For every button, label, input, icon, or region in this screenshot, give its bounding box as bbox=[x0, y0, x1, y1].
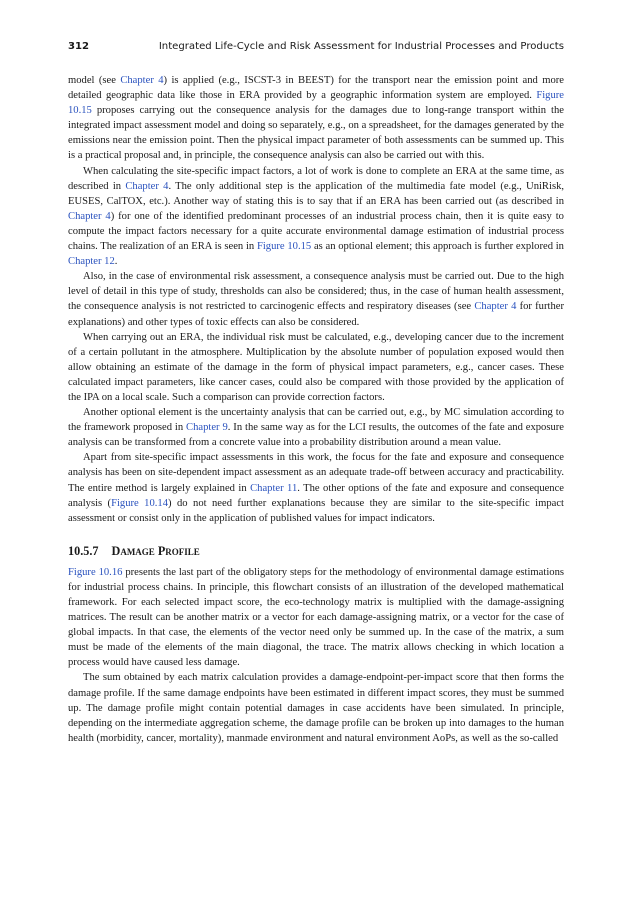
text-run: . In the same way as for the LCI results, the outcomes of the fate and exposure analysis can be transformed from a concrete value into a probability distribution around a mean value. bbox=[68, 422, 564, 449]
paragraph bbox=[68, 269, 564, 329]
text-run: ) do not need further explanations because they are similar to the site-specific impact assessment or consist only in the application of published values for impact indicators. bbox=[68, 497, 564, 524]
cross-reference-link[interactable]: Figure 10.14 bbox=[111, 497, 169, 509]
text-run: proposes carrying out the consequence analysis for the damages due to long-range transport within the integrated impact assessment model and doing so separately, e.g., on a spreadsheet, for the damages generated by the emissions near the emission point. Then the physical impact parameter of both assessments can be summed up. This is a practical proposal and, in principle, the consequence analysis can also be carried out with this. bbox=[68, 105, 564, 162]
paragraph bbox=[68, 405, 564, 450]
cross-reference-link[interactable]: Chapter 4 bbox=[120, 75, 164, 86]
page-number: 312 bbox=[68, 41, 90, 52]
section-number: 10.5.7 bbox=[68, 543, 99, 558]
text-run: model (see bbox=[68, 75, 121, 86]
cross-reference-link[interactable]: Chapter 4 bbox=[474, 301, 517, 313]
text-run: When carrying out an ERA, the individual risk must be calculated, e.g., developing cancer due to the increment of a certain pollutant in the atmosphere. Multiplication by the absolute number of population exposed would then allow obtaining an estimate of the damage in the form of physical impact parameters, e.g., cancer cases. These calculated impact parameters, like cancer cases, could also be compared with those provided by the application of the IPA on a local scale. Such a comparison can provide correction factors. bbox=[68, 331, 564, 403]
paragraph bbox=[68, 670, 564, 745]
cross-reference-link[interactable]: Figure 10.16 bbox=[68, 566, 123, 578]
cross-reference-link[interactable]: Chapter 4 bbox=[68, 210, 111, 222]
cross-reference-link[interactable]: Chapter 9 bbox=[186, 422, 228, 434]
cross-reference-link[interactable]: Chapter 11 bbox=[250, 482, 298, 494]
paragraph bbox=[68, 164, 564, 270]
cross-reference-link[interactable]: Figure 10.15 bbox=[256, 241, 312, 253]
text-run: ) for one of the identified predominant processes of an industrial process chain, then it is quite easy to compute the impact factors necessary for a quite accurate environmental damage estimation of industrial process chains. The realization of an ERA is seen in bbox=[68, 210, 564, 253]
text-run: presents the last part of the obligatory steps for the methodology of environmental damage estimations for industrial process chains. In principle, this flowchart consists of an illustration of the developed mathematical framework. For each selected impact score, the eco-technology matrix is multiplied with the damage-assigning matrices. The result can be another matrix or a vector for each damage-assigning matrix, or a vector for the case of global impacts. In that case, the elements of the vector need only be summed up. In the case of the matrix, a sum must be made of the elements of the main diagonal, the trace. The matrix allows checking in which location a process would have caused less damage. bbox=[68, 566, 564, 669]
text-run: ) is applied (e.g., ISCST-3 in BEEST) for the transport near the emission point and more detailed geographic data like those in ERA provided by a geographic information system are employed. bbox=[68, 75, 564, 102]
cross-reference-link[interactable]: Chapter 4 bbox=[125, 180, 169, 192]
text-run: When calculating the site-specific impact factors, a lot of work is done to complete an ERA at the same time, as described in bbox=[68, 165, 564, 192]
text-run: The sum obtained by each matrix calculation provides a damage-endpoint-per-impact score that then forms the damage profile. If the same damage endpoints have been estimated in different impact scores, they must be summed up. The damage profile might contain potential damages in case accidents have been simulated. In principle, depending on the intermediate aggregation scheme, the damage profile can be broken up into damages to the human health (morbidity, cancer, mortality), manmade environment and natural environment AoPs, as well as the so-called bbox=[68, 672, 564, 744]
cross-reference-link[interactable]: Chapter 12 bbox=[68, 256, 115, 268]
text-run: Also, in the case of environmental risk assessment, a consequence analysis must be carried out. Due to the high level of detail in this type of study, thresholds can also be considered; thus, in the case of human health assessment, the consequence analysis is not restricted to carcinogenic effects and respiratory diseases (see bbox=[68, 271, 564, 313]
text-run: Apart from site-specific impact assessments in this work, the focus for the fate and exposure and consequence analysis has been on site-dependent impact assessment as an adequate trade-off between accuracy and practicability. The entire method is largely explained in bbox=[68, 452, 564, 494]
cross-reference-link[interactable]: Figure 10.15 bbox=[68, 90, 564, 117]
paragraph bbox=[68, 565, 564, 671]
paragraph bbox=[68, 73, 564, 164]
text-run: as an optional element; this approach is further explored in bbox=[311, 241, 564, 253]
text-run: . The only additional step is the application of the multimedia fate model (e.g., UniRisk, EUSES, CalTOX, etc.). Another way of stating this is to say that if an ERA has been carried out (as described in bbox=[68, 180, 565, 207]
paragraph bbox=[68, 450, 564, 525]
paragraph bbox=[68, 330, 564, 405]
body-text bbox=[68, 73, 564, 746]
text-run: for further explanations) and other types of toxic effects can also be considered. bbox=[68, 301, 564, 328]
section-heading bbox=[68, 543, 564, 559]
text-run: . The other options of the fate and exposure and consequence analysis ( bbox=[68, 482, 565, 509]
text-run: Another optional element is the uncertainty analysis that can be carried out, e.g., by MC simulation according to the framework proposed in bbox=[68, 407, 564, 434]
text-run: . bbox=[114, 256, 118, 268]
running-header bbox=[68, 41, 564, 55]
section-title: Damage Profile bbox=[111, 543, 200, 558]
running-title: Integrated Life-Cycle and Risk Assessment for Industrial Processes and Products bbox=[158, 41, 564, 52]
